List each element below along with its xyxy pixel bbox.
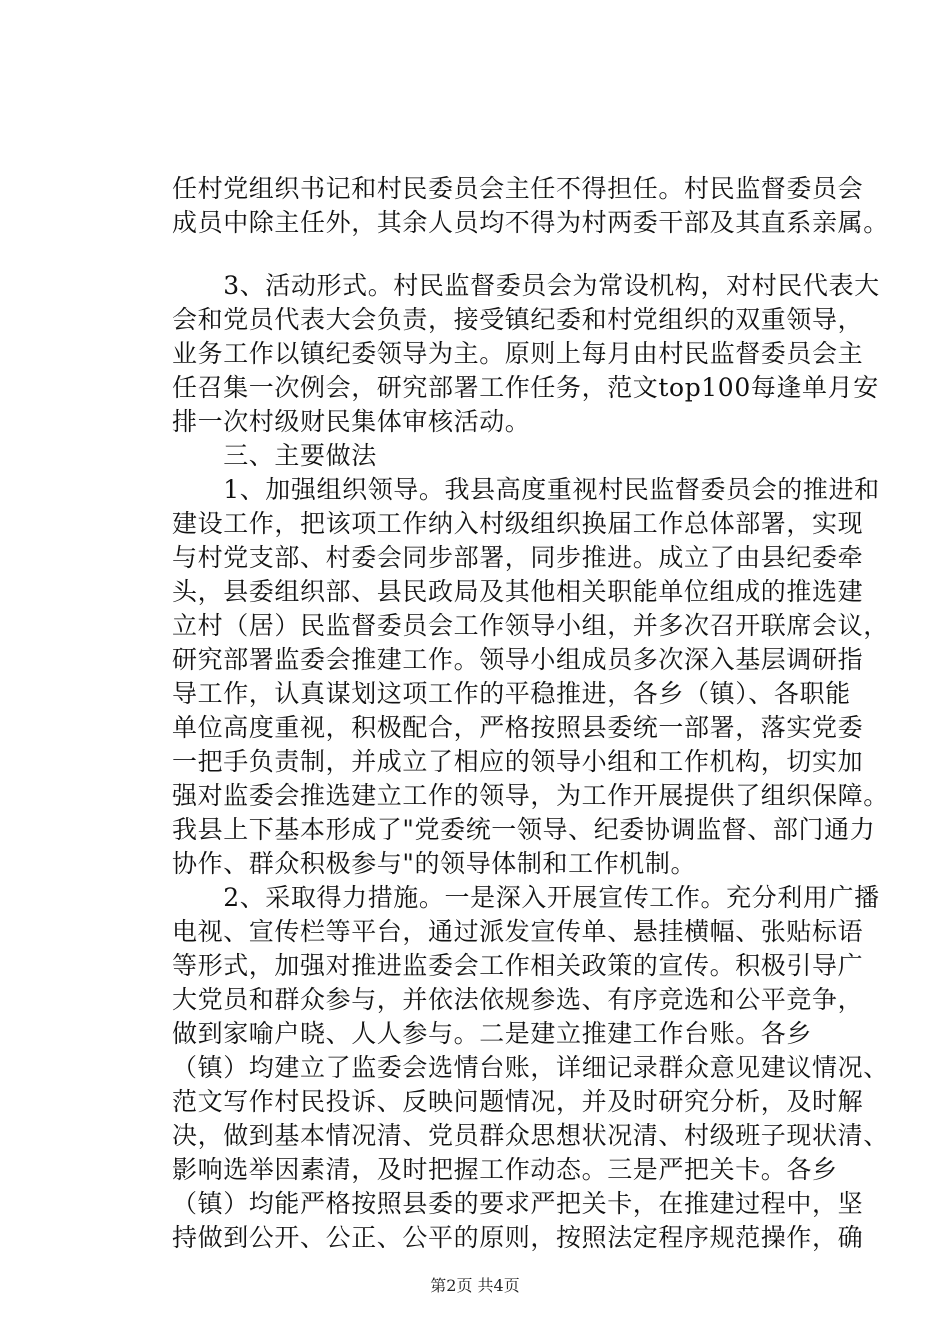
body-line: 任召集一次例会，研究部署工作任务，范文top100每逢单月安 [172, 373, 879, 402]
body-line: 电视、宣传栏等平台，通过派发宣传单、悬挂横幅、张贴标语 [172, 917, 864, 946]
body-line: 导工作，认真谋划这项工作的平稳推进，各乡（镇）、各职能 [172, 679, 851, 708]
body-line: 大党员和群众参与，并依法依规参选、有序竞选和公平竞争， [172, 985, 864, 1014]
body-line: 协作、群众积极参与"的领导体制和工作机制。 [172, 849, 697, 878]
body-line: 与村党支部、村委会同步部署，同步推进。成立了由县纪委牵 [172, 543, 864, 572]
body-line: 头，县委组织部、县民政局及其他相关职能单位组成的推选建 [172, 577, 864, 606]
body-line: 成员中除主任外，其余人员均不得为村两委干部及其直系亲属。 [172, 208, 889, 237]
body-line: （镇）均能严格按照县委的要求严把关卡，在推建过程中，坚 [172, 1189, 864, 1218]
body-line: （镇）均建立了监委会选情台账，详细记录群众意见建议情况、 [172, 1053, 889, 1082]
body-line: 3、活动形式。村民监督委员会为常设机构，对村民代表大 [172, 271, 880, 300]
body-line: 决，做到基本情况清、党员群众思想状况清、村级班子现状清、 [172, 1121, 889, 1150]
body-line: 影响选举因素清，及时把握工作动态。三是严把关卡。各乡 [172, 1155, 838, 1184]
body-line: 业务工作以镇纪委领导为主。原则上每月由村民监督委员会主 [172, 339, 864, 368]
body-line: 做到家喻户晓、人人参与。二是建立推建工作台账。各乡 [172, 1019, 813, 1048]
body-line: 任村党组织书记和村民委员会主任不得担任。村民监督委员会 [172, 174, 864, 203]
body-line: 我县上下基本形成了"党委统一领导、纪委协调监督、部门通力 [172, 815, 876, 844]
body-line: 强对监委会推选建立工作的领导，为工作开展提供了组织保障。 [172, 781, 889, 810]
body-line: 一把手负责制，并成立了相应的领导小组和工作机构，切实加 [172, 747, 864, 776]
body-line: 排一次村级财民集体审核活动。 [172, 407, 531, 436]
body-line: 持做到公开、公正、公平的原则，按照法定程序规范操作，确 [172, 1223, 864, 1252]
body-line: 1、加强组织领导。我县高度重视村民监督委员会的推进和 [172, 475, 880, 504]
body-line: 等形式，加强对推进监委会工作相关政策的宣传。积极引导广 [172, 951, 864, 980]
body-line: 建设工作，把该项工作纳入村级组织换届工作总体部署，实现 [172, 509, 864, 538]
page-number: 第2页 共4页 [430, 1276, 520, 1295]
body-line: 单位高度重视，积极配合，严格按照县委统一部署，落实党委 [172, 713, 864, 742]
body-line: 立村（居）民监督委员会工作领导小组，并多次召开联席会议， [172, 611, 889, 640]
body-line: 会和党员代表大会负责，接受镇纪委和村党组织的双重领导， [172, 305, 864, 334]
body-line: 2、采取得力措施。一是深入开展宣传工作。充分利用广播 [172, 883, 880, 912]
body-line: 范文写作村民投诉、反映问题情况，并及时研究分析，及时解 [172, 1087, 864, 1116]
section-heading: 三、主要做法 [172, 441, 377, 470]
body-line: 研究部署监委会推建工作。领导小组成员多次深入基层调研指 [172, 645, 864, 674]
